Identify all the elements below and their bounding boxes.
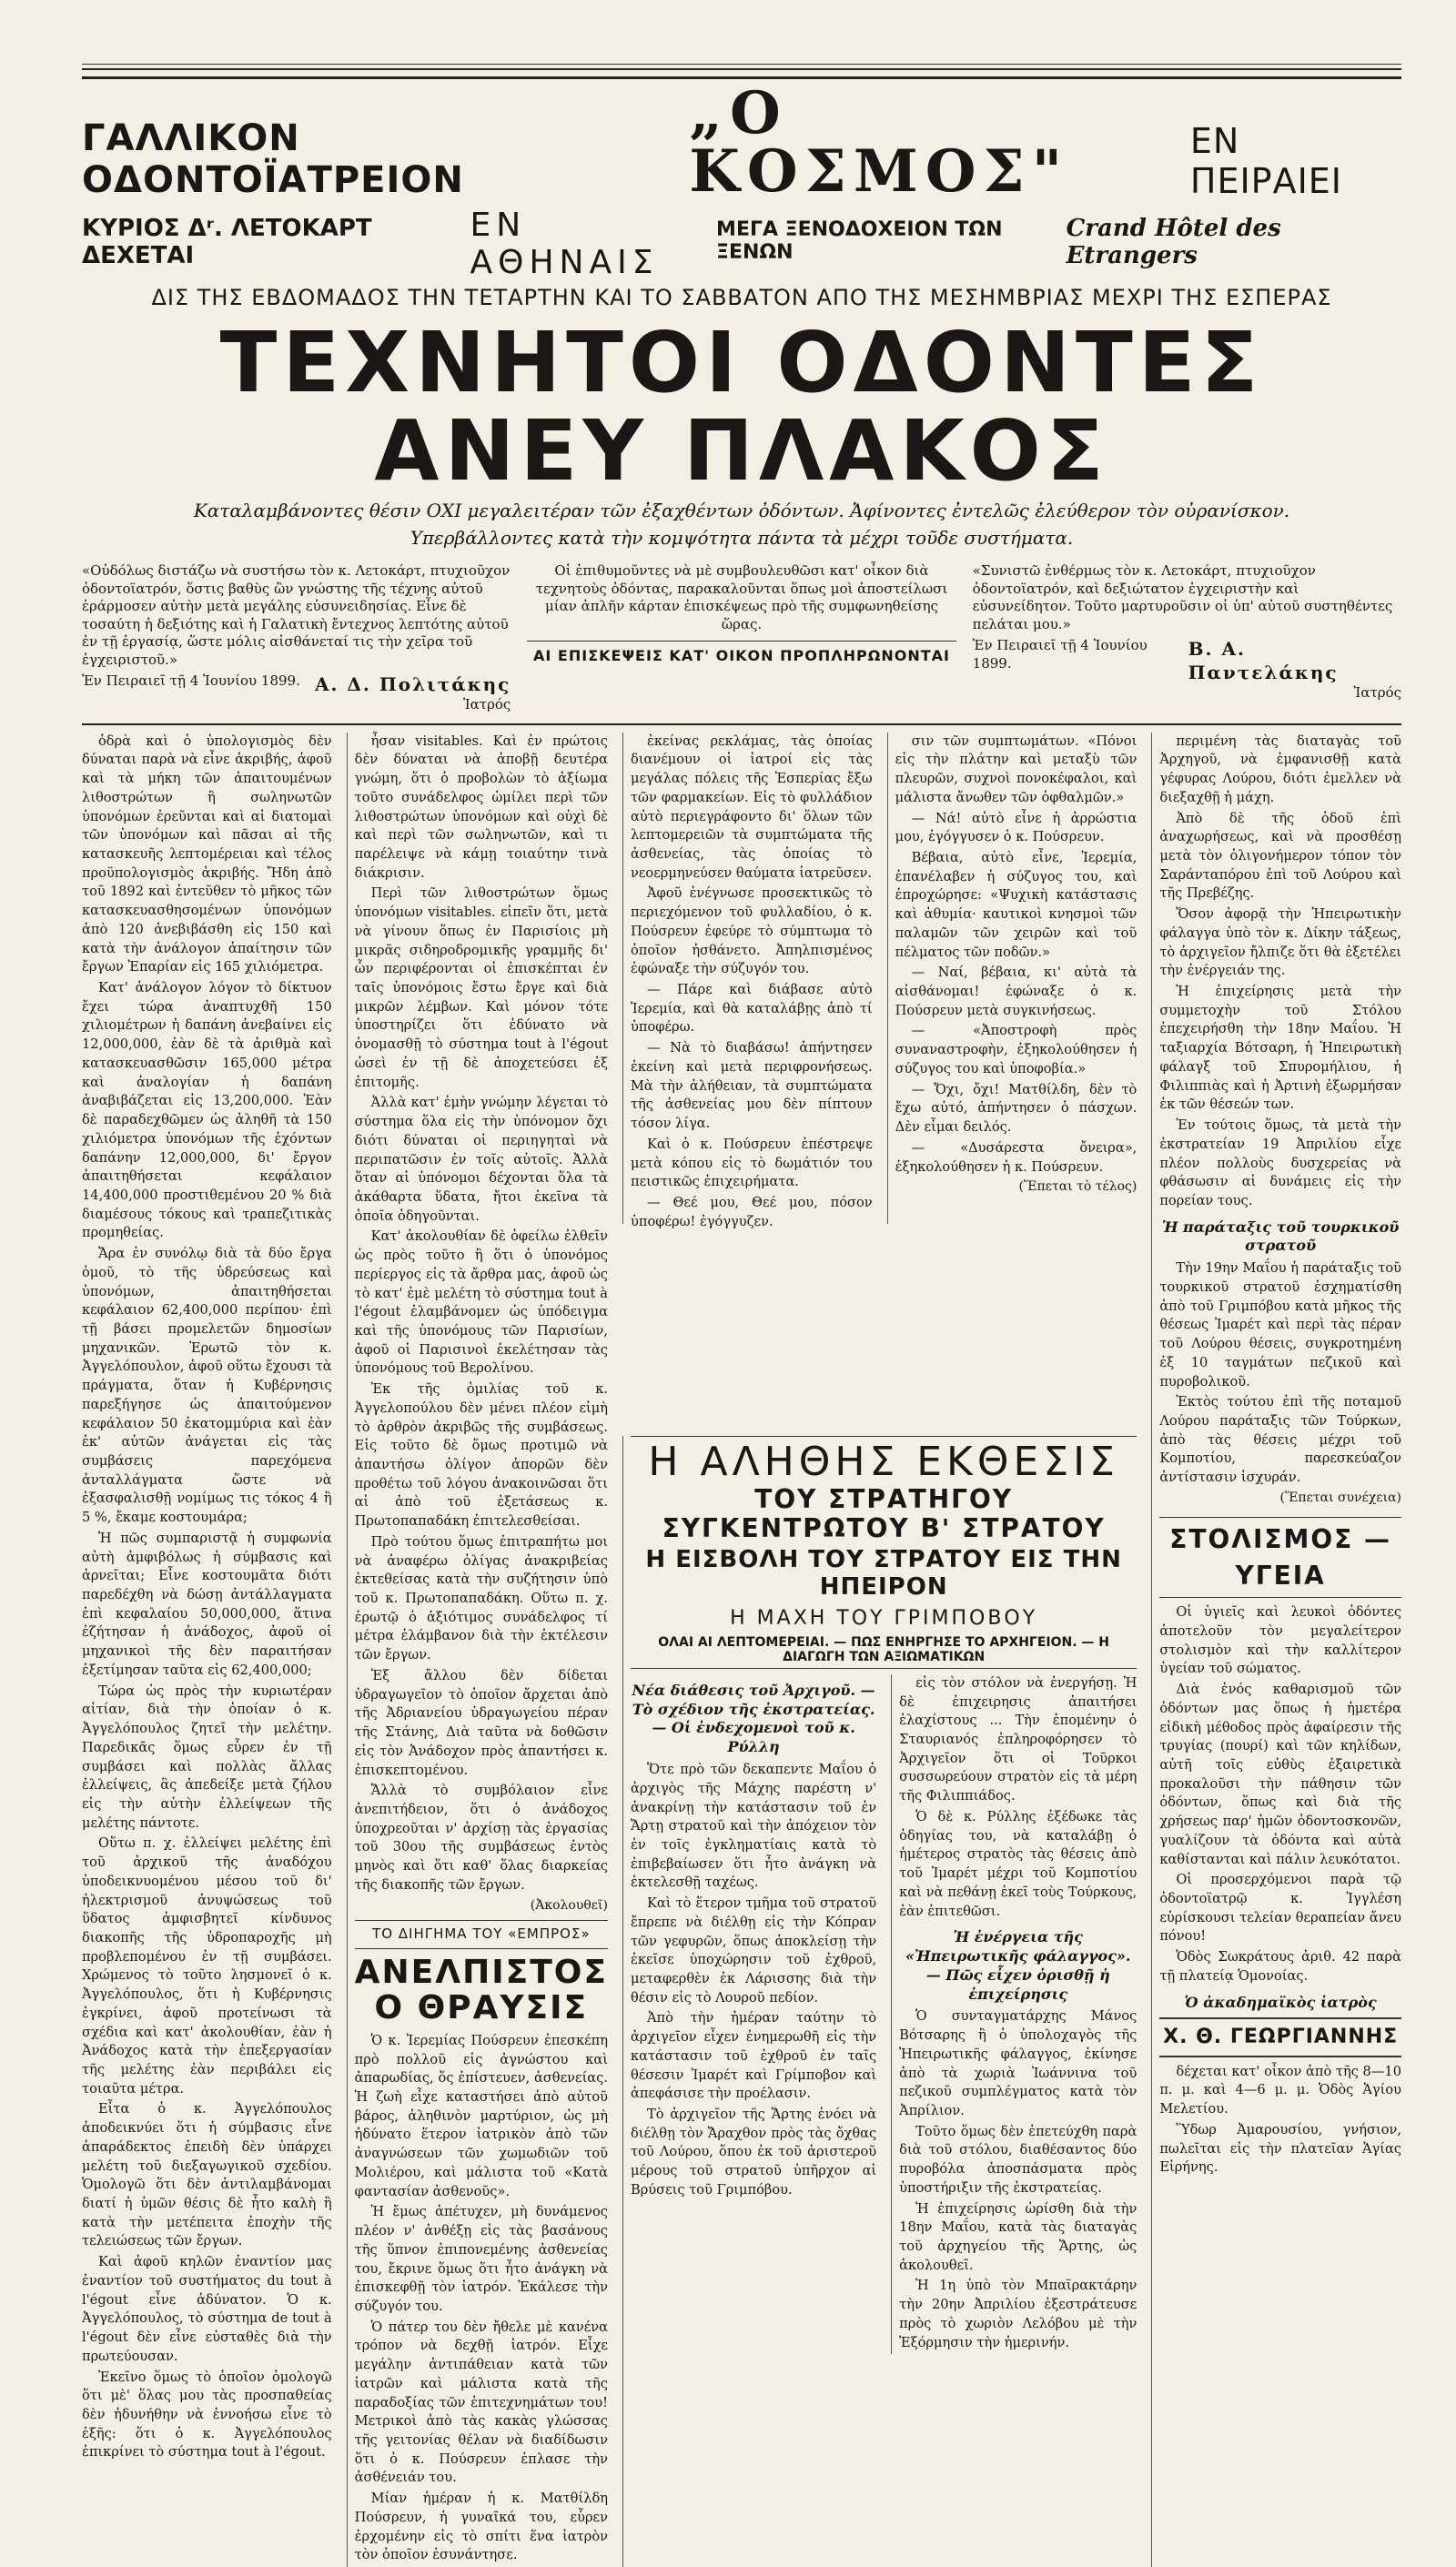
feature-body	[631, 1674, 1137, 2354]
feature-col-left	[631, 1674, 876, 2354]
ad-subtitle-row	[82, 207, 1401, 281]
feature-battle: Η ΜΑΧΗ ΤΟΥ ΓΡΙΜΠΟΒΟΥ	[730, 1606, 1038, 1630]
paragraph: Ἐκεῖνο ὅμως τὸ ὁποῖον ὁμολογῶ ὅτι μὲ' ὅλας μου τὰς προσπαθείας δὲν ἠδυνήθην νὰ ἐννοήσω εἶνε τὸ ἐξῆς: ὅτι ὁ κ. Ἀγγελόπουλος ἐπικρίνει τὸ σύστημα tout à l'égout.	[82, 2369, 332, 2461]
paragraph: Ἐξ ἄλλου δὲν δίδεται ὑδραγωγεῖον τὸ ὁποῖον ἄρχεται ἀπὸ τῆς Ἀδριανείου ὑδραγωγείου πέραν τῆς Στάνης, Διὰ ταῦτα νὰ δοθῶσιν εἰς τὸν Ἀνάδοχον πρὸς ἀπαντήσει κ. ἐπισκεπτομένου.	[354, 1667, 608, 1778]
column-2	[347, 733, 608, 2567]
feature-title: Η ΑΛΗΘΗΣ ΕΚΘΕΣΙΣ	[648, 1439, 1119, 1486]
story-title: ΑΝΕΛΠΙΣΤΟΣ Ο ΘΡΑΥΣΙΣ	[354, 1953, 608, 2027]
paragraph: Ἡ 1η ὑπὸ τὸν Μπαϊρακτάρην τὴν 20ην Ἀπριλίου ἐξεστράτευσε πρὸς τὸ χωριὸν Λελόβου μὲ τὴν Ἐξόρμησιν τὴν ἡμερινήν.	[899, 2278, 1138, 2350]
ad-kosmos-title: „Ο ΚΟΣΜΟΣ"	[689, 79, 1070, 206]
column-3-top	[622, 733, 873, 1229]
feature-col-right	[891, 1674, 1137, 2354]
paragraph: Τὸ ἀρχιγεῖον τῆς Ἄρτης ἐνόει νὰ διέλθῃ τὸν Ἄραχθον πρὸς τὰς ὄχθας τοῦ Λούρου, ὅπου ἐκ τοῦ ἀριστεροῦ μέρους τοῦ στρατοῦ ὑπῆρχον αἱ Βρύσεις τοῦ Γριμπόβου.	[630, 2107, 877, 2198]
feature-subtitle: ΤΟΥ ΣΤΡΑΤΗΓΟΥ ΣΥΓΚΕΝΤΡΩΤΟΥ Β' ΣΤΡΑΤΟΥ	[662, 1483, 1106, 1543]
paragraph: ἦσαν visitables. Καὶ ἐν πρώτοις δὲν δύναται νὰ ἀποβῇ δευτέρα γνώμη, ὅτι ὁ προβολὼν τὸ ἀξίωμα τοῦτο συνάδελφος ὡμίλει περὶ τῶν λιθοστρώτων ὑπονόμων καὶ οὐχὶ δὲ καὶ περὶ τῶν σωληνωτῶν, καὶ τι παρέλειψε νὰ κάμῃ τοιαύτην τινὰ διάκρισιν.	[354, 733, 608, 881]
paragraph: — «Δυσάρεστα ὄνειρα», ἐξηκολούθησεν ἡ κ. Πούσρευν.	[895, 1139, 1138, 1175]
paragraph: Ἄλλὰ τὸ συμβόλαιον εἶνε ἀνεπιτήδειον, ὅτι ὁ ἀνάδοχος ὑποχρεοῦται ν' ἀρχίσῃ τὰς ἐργασίας τοῦ 30ου τῆς συμβάσεως ἐντὸς μηνὸς καὶ ὅτι καθ' ὅλας διαρκείας τῆς διακοπῆς τῶν ἔργων.	[354, 1783, 608, 1893]
doctor-label: Ὁ ἀκαδημαϊκὸς ἰατρὸς	[1184, 1993, 1377, 2011]
section-subheading: Ἡ ἐνέργεια τῆς «Ἠπειρωτικῆς φάλαγγος». — Πῶς εἶχεν ὁρισθῇ ἡ ἐπιχείρησις	[905, 1928, 1131, 2003]
paragraph: Οἱ προσερχόμενοι παρὰ τῷ ὀδοντοϊατρῷ κ. Ἰγγλέση εὑρίσκουσι τελείαν θεραπείαν ἄνευ πόνου!	[1159, 1872, 1401, 1945]
testimonial-left	[82, 562, 511, 714]
continued-note: (Ἕπεται συνέχεια)	[1279, 1490, 1401, 1505]
paragraph: περιμένη τὰς διαταγὰς τοῦ Ἀρχηγοῦ, νὰ ἐμφανισθῇ κατὰ γέφυρας Λούρου, διότι ἐμελλεν νὰ διεξαχθῇ ἡ μάχη.	[1159, 733, 1401, 805]
testimonial-signature: Ἐν Πειραιεῖ τῇ 4 Ἰουνίου 1899. Α. Δ. Πολιτάκης	[82, 672, 511, 696]
paragraph: σιν τῶν συμπτωμάτων. «Πόνοι εἰς τὴν πλάτην καὶ μεταξὺ τῶν πλευρῶν, συχνοὶ πονοκέφαλοι, καὶ μάλιστα ἄνωθεν τῶν ὀφθαλμῶν.»	[895, 733, 1138, 805]
dental-ad-title: ΣΤΟΛΙΣΜΟΣ — ΥΓΕΙΑ	[1159, 1517, 1401, 1599]
doctor-name: Χ. Θ. ΓΕΩΡΓΙΑΝΝΗΣ	[1159, 2017, 1401, 2057]
testimonial-text: «Συνιστῶ ἐνθέρμως τὸν κ. Λετοκάρτ, πτυχιοῦχον ὀδοντοϊατρόν, καὶ δεξιώτατον ἐγχειριστὴν καὶ εὐσυνείδητον. Τοῦτο μαρτυροῦσιν οἱ ὑπ' αὐτοῦ συστηθέντες πελάται μου.»	[972, 562, 1393, 632]
paragraph: — Νά! αὐτὸ εἶνε ἡ ἀρρώστια μου, ἐγόγγυσεν ὁ κ. Πούσρευν.	[895, 810, 1138, 845]
paragraph: Ἡ ἐπιχείρησις ὡρίσθη διὰ τὴν 18ην Μαΐου, κατὰ τὰς διαταγὰς τοῦ ἀρχηγείου τῆς Ἄρτης, ὡς ἀκολουθεῖ.	[899, 2200, 1138, 2273]
column-3-4-lower	[622, 1436, 1137, 2567]
paragraph: Ὅσον ἀφορᾷ τὴν Ἠπειρωτικὴν φάλαγγα ὑπὸ τὸν κ. Δίκην τάξεως, τὸ ἀρχιγεῖον ἤλπιζε ὅτι θὰ ἐξετέλει τὴν ἐνέργειάν της.	[1159, 906, 1401, 979]
masthead-rule	[82, 64, 1401, 70]
paragraph: Ἡ ἐπιχείρησις μετὰ τὴν συμμετοχὴν τοῦ Στόλου ἐπεχειρήσθη τὴν 18ην Μαΐου. Ἡ ταξιαρχία Βότσαρη, ἡ Ἡπειρωτικὴ φάλαγξ τοῦ Σπυρομήλιου, ἡ Φιλιππιὰς καὶ ἡ Ἀρτινὴ ἐξωρμήσαν ἐκ τῶν θέσεών των.	[1159, 984, 1401, 1113]
ad-headline: ΤΕΧΝΗΤΟΙ ΟΔΟΝΤΕΣ ΑΝΕΥ ΠΛΑΚΟΣ	[219, 314, 1264, 500]
testimonial-center	[527, 562, 956, 714]
ad-city: ΕΝ ΑΘΗΝΑΙΣ	[470, 207, 659, 281]
paragraph: Τώρα ὡς πρὸς τὴν κυριωτέραν αἰτίαν, διὰ τὴν ὁποίαν ὁ κ. Ἀγγελόπουλος ζητεῖ τὴν μελέτην. Παρεδικᾶς ὅμως εὗρεν ἐν τῇ συμβάσει καὶ πολλὰς ἄλλας ἐλλείψεις, ἃς ἀπεδείξε μετὰ ζήλου εἰς τὴν αὐτὴν ἐλλείψεων τῆς μελέτης πάντοτε.	[82, 1683, 332, 1831]
paragraph: Κατ' ἀκολουθίαν δὲ ὀφείλω ἐλθεῖν ὡς πρὸς τοῦτο ἢ ὅτι ὁ ὑπονόμος περίεργος εἰς τὰ ἄρθρα μας, ἀφοῦ ὡς τὸ κατ' ἐμὲ μελέτη τὸ σύστημα tout à l'égout ἐλαμβάνομεν ὡς ὑπόδειγμα καὶ τῆς ὑπονόμους τῶν Παρισίων, ἀφοῦ οἱ Παρισινοὶ ἐκελέτησαν τὰς ὑπονόμους τοῦ Βερολίνου.	[354, 1228, 608, 1377]
ad-location: ΕΝ ΠΕΙΡΑΙΕΙ	[1189, 121, 1343, 201]
column-4-top	[887, 733, 1138, 1224]
paragraph: Ἀπὸ τὴν ἡμέραν ταύτην τὸ ἀρχιγεῖον εἶχεν ἐνημερωθῆ εἰς τὴν κατάστασιν τοῦ ἐχθροῦ ἐν ταῖς θέσεσιν Ἰμαρέτ καὶ Γρίμποβον καὶ ἀπεφάσισε τὴν προέλασιν.	[630, 2010, 877, 2102]
paragraph: Ὁδὸς Σωκράτους ἀριθ. 42 παρὰ τῇ πλατείᾳ Ὁμονοίας.	[1159, 1949, 1401, 1984]
ad-testimonials	[82, 562, 1401, 714]
paragraph: Πρὸ τούτου ὅμως ἐπιτραπήτω μοι νὰ ἀναφέρω ὀλίγας ἀνακριβείας ἐκτεθείσας κατὰ τὴν συζήτησιν ὑπὸ τοῦ κ. Πρωτοπαπαδάκη. Οὕτω π. χ. ἐρωτῷ ὁ ἀξιότιμος συνάδελφος τί μέτρα ἐλάμβανον διὰ τὴν ἐκτέλεσιν τῶν ἔργων.	[354, 1533, 608, 1663]
dentist-advertisement	[82, 76, 1401, 725]
paragraph: Ἡ ἔμως ἀπέτυχεν, μὴ δυνάμενος πλέον ν' ἀνθέξῃ εἰς τὰς βασάνους τῆς ὕπνον ἐπιπονεμένης ἀσθενείας του, ἔκρινε ὅμως ὅτι ἦτο ἀνάγκη νὰ ἐπισκεφθῇ τὸν ἰατρόν. Ἐκάλεσε τὴν σύζυγόν του.	[354, 2204, 608, 2314]
testimonial-role: Ἰατρός	[1353, 684, 1401, 702]
paragraph: ὁδρὰ καὶ ὁ ὑπολογισμὸς δὲν δύναται παρὰ νὰ εἶνε ἀκριβής, ἀφοῦ καὶ τὰ μήκη τῶν ἀπαιτουμένων λιθοστρώτων ἢ σωληνωτῶν ὑπονόμων ἐρεῦνται καὶ αἱ διατομαὶ τῶν ὑπονόμων καὶ πᾶσαι αἱ τῆς κατασκευῆς λεπτομέρειαι καὶ τέλος προϋπολογισμὸς ἀκριβής. Ἤδη ἀπὸ τοῦ 1892 καὶ ἐντεῦθεν τὸ μῆκος τῶν κατασκευασθησομένων ὑπονόμων ἀπὸ 120 ἀνεβιβάσθη εἰς 150 καὶ κατὰ τὴν ἀνάλογον ἀπαίτησιν τῶν ἔργων Ἐπαρίαν εἰς 165 χιλιόμετρα.	[82, 733, 332, 975]
paragraph: Εἶτα ὁ κ. Ἀγγελόπουλος ἀποδεικνύει ὅτι ἡ σύμβασις εἶνε ἀπαράδεκτος ἐπειδὴ δὲν ὑπάρχει μελέτη τοῦ διεξαγωγικοῦ σχεδίου. Ὁμολογῶ ὅτι δὲν ἀντιλαμβάνομαι διατί ἡ ὑμῶν θέσις δὲ ἦτο καλὴ ἢ κατὰ τὴν μετέπειτα ἐποχὴν τῆς τελειώσεως τῶν ἔργων.	[82, 2101, 332, 2249]
paragraph: Τοῦτο ὅμως δὲν ἐπετεύχθη παρὰ διὰ τοῦ στόλου, διαθέσαντος δύο πυροβόλα ἀποσπάσματα πρὸς ὑποστήριξιν τῆς ἐκστρατείας.	[899, 2123, 1138, 2196]
paragraph: — «Ἀποστροφὴ πρὸς συναναστροφὴν, ἐξηκολούθησεν ἡ σύζυγος του καὶ ὑποφοβία.»	[895, 1023, 1138, 1076]
continued-note: (Ἀκολουθεῖ)	[530, 1897, 608, 1913]
testimonial-right	[973, 562, 1401, 714]
ad-hotel-french: Crand Hôtel des Etrangers	[1066, 215, 1281, 269]
water-notice: Ὕδωρ Ἀμαρουσίου, γνήσιον, πωλεῖται εἰς τὴν πλατεῖαν Ἁγίας Εἰρήνης.	[1159, 2121, 1401, 2176]
ad-hotel-greek: ΜΕΓΑ ΞΕΝΟΔΟΧΕΙΟΝ ΤΩΝ ΞΕΝΩΝ	[716, 218, 1003, 264]
paragraph: Ἀπὸ δὲ τῆς ὁδοῦ ἐπὶ ἀναχωρήσεως, καὶ νὰ προσθέσῃ μετὰ τὸν ὀλιγονήμερον τόπον τὸν Σαράνταπόρου ἐπὶ τοῦ Λούρου καὶ τῆς Πρεβέζης.	[1159, 810, 1401, 902]
ad-tagline-1: Καταλαμβάνοντες θέσιν ΟΧΙ μεγαλειτέραν τῶν ἐξαχθέντων ὀδόντων. Ἀφίνοντες ἐντελῶς ἐλεύθερον τὸν οὐρανίσκον.	[193, 500, 1290, 522]
testimonial-text: «Οὐδόλως διστάζω νὰ συστήσω τὸν κ. Λετοκάρτ, πτυχιοῦχον ὀδοντοϊατρόν, ὅστις βαθὺς ὢν γνώστης τῆς τέχνης αὐτοῦ ἐράρμοσεν αὐτὴν μετὰ μεγάλης εὐσυνειδησίας. Εἶνε δὲ τοσαύτη ἡ δεξιότης καὶ ἡ Γαλατικὴ ἔντεχνος λεπτότης αὐτοῦ ἐν τῇ ἐργασίᾳ, ὥστε μόλις αἰσθάνεταί τις τὴν χεῖρα τοῦ ἐγχειριστοῦ.»	[82, 562, 511, 668]
paragraph: Καὶ ὁ κ. Πούσρευν ἐπέστρεψε μετὰ κόπου εἰς τὸ δωμάτιόν του πειστικῶς ἐπιχειρήματα.	[630, 1136, 873, 1190]
ad-clinic-name: ΓΑΛΛΙΚΟΝ ΟΔΟΝΤΟΪΑΤΡΕΙΟΝ	[82, 117, 464, 201]
paragraph: εἰς τὸν στόλον νὰ ἐνεργήσῃ. Ἡ δὲ ἐπιχειρησις ἀπαιτήσει ἐλαχίστους ... Τὴν ἑπομένην ὁ Σταυριανός ἐπληροφόρησεν τὸ Ἀρχιγεῖον ὅτι οἱ Τοῦρκοι συσσωρεύουν στρατὸν εἰς τὰ μέρη τῆς Φιλιππιάδος.	[899, 1674, 1138, 1804]
ad-doctor-prefix: ΚΥΡΙΟΣ Δʳ. ΛΕΤΟΚΑΡΤ ΔΕΧΕΤΑΙ	[82, 215, 372, 269]
paragraph: Ὁ συνταγματάρχης Μάνος Βότσαρης ἢ ὁ ὑπολοχαγὸς τῆς Ἠπειρωτικῆς φάλαγγος, ἐκίνησε ἀπὸ τὰ χωριὰ Ἰωάννινα τοῦ πεζικοῦ συμπλέγματος κατὰ τὸν Ἀπρίλιον.	[899, 2008, 1138, 2119]
paragraph: Ἐκ τῆς ὁμιλίας τοῦ κ. Ἀγγελοπούλου δὲν μένει πλέον εἰμὴ τὸ ἀρθρὸν ἀκριβῶς τῆς συμβάσεως. Εἰς τοῦτο δὲ ὅμως προτιμῶ νὰ ἀπαντήσω ὀλίγον ἀπορῶν δὲν προθέτω τοῦ λόγου ἀνακοινῶσαι ὅτι αἱ ἀπὸ τοῦ ἐξετάσεως κ. Πρωτοπαπαδάκη ἐπιτελεσθείσαι.	[354, 1381, 608, 1530]
column-1	[82, 733, 332, 2567]
paragraph: Βέβαια, αὐτὸ εἶνε, Ἰερεμία, ἐπανέλαβεν ἡ σύζυγος του, καὶ ἐπροχώρησε: «Ψυχικὴ κατάστασις καὶ ἀθυμία· καυτικοὶ κνησμοὶ τῶν παλαμῶν τῶν χειρῶν καὶ τοῦ πέλματος τῶν ποδῶν.»	[895, 850, 1138, 960]
paragraph: Καὶ τὸ ἕτερον τμῆμα τοῦ στρατοῦ ἔπρεπε νὰ διέλθῃ εἰς τὴν Κόπραν τῶν γεφυρῶν, ὅπως ἀποκλείσῃ τὴν ἐκεῖσε ὑποχώρησιν τοῦ ἐχθροῦ, μεταφερθὲν ἐκ Λάρισσης διὰ τὴν θέσιν εἰς τὸ Λουροῦ πεδίον.	[630, 1895, 877, 2006]
paragraph: Οὕτω π. χ. ἐλλείψει μελέτης ἐπὶ τοῦ ἀρχικοῦ τῆς ἀναδόχου ὑποδεικνυομένου μέσου τοῦ δι' ἠλεκτρισμοῦ ἀνυψώσεως τοῦ ὕδατος ἀμφισβητεῖ κίνδυνος διακοπῆς τῆς ὑδροπαροχῆς μὴ προβλεπομένου ἐν τῇ συμβάσει. Χρώμενος τὸ τοῦτο λησμονεῖ ὁ κ. Ἀγγελόπουλος, ὅτι ἡ Κυβέρνησις ἐγκρίνει, ἀφοῦ προτείνωσι τὰ σχέδια καὶ κατ' ἀκολουθίαν, ἐὰν ἡ Ἀνάδοχος κατὰ τὴν ἐπεξεργασίαν τῆς μελέτης ἐὰν περιβάλει εἰς τοιαῦτα μέτρα.	[82, 1835, 332, 2097]
paragraph: Ἐκτὸς τούτου ἐπὶ τῆς ποταμοῦ Λούρου παράταξις τῶν Τούρκων, ἀπὸ τὰς θέσεις μέχρι τοῦ Κομποτίου, παρεσκεύαζον ἀντίστασιν ἰσχυράν.	[1159, 1394, 1401, 1486]
paragraph: Κατ' ἀνάλογον λόγον τὸ δίκτυον ἔχει τώρα ἀναπτυχθῆ 150 χιλιομέτρων ἡ δαπάνη ἀνεβαίνει εἰς 12,000,000, ἐὰν δὲ τὰ ἀριθμὰ καὶ κατασκευασθῶσιν 165,000 μέτρα καὶ ἀναλογίαν ἡ δαπάνη ἀναβιβάζεται εἰς 13,200,000. Ἐὰν δὲ παραδεχθῶμεν ὡς ἀληθῆ τὰ 150 χιλιόμετρα ὑπονόμων τῆς ἐχόντων δαπάνην 12,000,000, δι' ἔργον ἀπαιτηθήσεται κεφάλαιον 14,400,000 προστιθεμένου 20 % διὰ διαμέσους τόκους καὶ τραπεζιτικὰς προμηθείας.	[82, 980, 332, 1241]
column-5	[1151, 733, 1401, 2567]
house-call-notice: Οἱ ἐπιθυμοῦντες νὰ μὲ συμβουλευθῶσι κατ' οἶκον διὰ τεχνητοὺς ὀδόντας, παρακαλοῦνται ὅπως μοὶ ἀποστείλωσι μίαν ἀπλῆν κάρταν ἐπισκέψεως πρὸ τῆς συμφωνηθείσης ὥρας.	[535, 562, 948, 632]
paragraph: — Ὄχι, ὄχι! Ματθίλδη, δὲν τὸ ἔχω αὐτό, ἀπήντησεν ὁ πάσχων. Δὲν εἶμαι δειλός.	[895, 1081, 1138, 1136]
testimonial-signature: Ἐν Πειραιεῖ τῇ 4 Ἰουνίου 1899. Β. Α. Παντελάκης	[972, 637, 1339, 684]
continued-note: (Ἕπεται τὸ τέλος)	[1018, 1179, 1138, 1195]
article-columns	[82, 733, 1401, 2563]
paragraph: Ἐν τούτοις ὅμως, τὰ μετὰ τὴν ἐκστρατείαν 19 Ἀπριλίου εἶχε πλέον πολλοὺς δυσχερείας νὰ φθάσωσιν αἱ δυνάμεις εἰς τὴν πορείαν τους.	[1159, 1117, 1401, 1208]
paragraph: Ἀλλὰ κατ' ἐμὴν γνώμην λέγεται τὸ σύστημα ὅλα εἰς τὴν ὑπόνομον ὄχι διότι δύναται οἱ περιηγηταὶ νὰ περιπατῶσιν ἐν τοῖς αὐτοῖς. Ἀλλὰ ὅταν αἱ ὑπόνομοι δέχονται ὅλα τὰ ἀκάθαρτα ὕδατα, ἤτοι ἐκεῖνα τὰ ὁποῖα ὁδηγοῦνται.	[354, 1095, 608, 1224]
paragraph: Ὁ δὲ κ. Ρύλλης ἐξέδωκε τὰς ὁδηγίας του, νὰ καταλάβῃ ὁ ἡμέτερος στρατὸς τὰς θέσεις ἀπὸ τοῦ Ἰμαρέτ μέχρι τοῦ Κομποτίου καὶ νὰ πεθάνῃ ἐκεῖ τοὺς Τούρκους, ἐὰν ἐπιτεθῶσι.	[899, 1808, 1138, 1919]
testimonial-role: Ἰατρός	[462, 696, 511, 713]
paragraph: ἐκείνας ρεκλάμας, τὰς ὁποίας διανέμουν οἱ ἰατροί εἰς τὰς μεγάλας πόλεις τῆς Ἐσπερίας ἔξω τῶν φαρμακείων. Εἰς τὸ φυλλάδιον αὐτὸ περιεγράφοντο δι' ὅλων τῶν λεπτομερειῶν τὰ συμπτώματα τῆς ἀσθενείας, τὰς ὁποίας τὸ νεοερμηνεύσεν θαύματα ἰατρεῦσεν.	[630, 733, 873, 881]
feature-deck: ΟΛΑΙ ΑΙ ΛΕΠΤΟΜΕΡΕΙΑΙ. — ΠΩΣ ΕΝΗΡΓΗΣΕ ΤΟ ΑΡΧΗΓΕΙΟΝ. — Η ΔΙΑΓΩΓΗ ΤΩΝ ΑΞΙΩΜΑΤΙΚΩΝ	[658, 1634, 1110, 1664]
paragraph: Ἡ πῶς συμπαριστᾷ ἡ συμφωνία αὐτὴ ἀμφιβόλως ἡ σύμβασις καὶ ἀρνεῖται; Εἶνε κοστουμᾶτα διότι παρεδέχθη νὰ δώσῃ ἀντάλλαγματα ἐπὶ κεφαλαίου 50,000,000, ἅτινα ἐζήτησαν ἡ ἀνάδοχος, ἀφοῦ οἱ μηχανικοὶ τῆς δὲν παραιτήσαν ἐξετίμησαν ταῦτα εἰς 62,400,000;	[82, 1530, 332, 1678]
paragraph: — Θεέ μου, Θεέ μου, πόσον ὑποφέρω! ἐγόγγυζεν.	[630, 1194, 873, 1229]
prepaid-visits-notice: ΑΙ ΕΠΙΣΚΕΨΕΙΣ ΚΑΤ' ΟΙΚΟΝ ΠΡΟΠΛΗΡΩΝΟΝΤΑΙ	[527, 641, 956, 666]
feature-headline-block	[631, 1436, 1137, 1669]
story-section-label: ΤΟ ΔΙΗΓΗΜΑ ΤΟΥ «ΕΜΠΡΟΣ»	[355, 1920, 608, 1948]
section-subheading: Ἡ παράταξις τοῦ τουρκικοῦ στρατοῦ	[1161, 1218, 1400, 1255]
paragraph: — Ναί, βέβαια, κι' αὐτὰ τὰ αἰσθάνομαι! ἐφώναξε ὁ κ. Πούσρευν μετὰ συγκινήσεως.	[895, 965, 1138, 1018]
paragraph: Διὰ ἐνός καθαρισμοῦ τῶν ὀδόντων μας ὅπως ἡ ἡμετέρα εἰδικὴ μέθοδος πρὸς ἀφαίρεσιν τῆς τρυγίας (πουρί) καὶ τῶν κηλίδων, αὐτῆ τοῖς εὐθὺς ἐξαιρετικὰ προκαλοῦσι τὴν πάθησιν τῶν ὀδόντων, ὅπως καὶ διὰ τῆς χρήσεως παρ' ἡμῶν ὀδοντοσκονῶν, γυαλίζουν τὰ ὀδόντα καὶ αὐτὰ καθίστανται καὶ πάλιν λευκότατοι.	[1159, 1682, 1401, 1867]
paragraph: — Πάρε καὶ διάβασε αὐτὸ Ἰερεμία, καὶ θὰ καταλάβῃς ἀπὸ τί ὑποφέρω.	[630, 982, 873, 1036]
paragraph: Ὁ πάτερ του δὲν ἤθελε μὲ κανένα τρόπον νὰ δεχθῇ ἰατρόν. Εἶχε μεγάλην ἀντιπάθειαν κατὰ τῶν ἰατρῶν καὶ μάλιστα κατὰ τῆς παραδοξίας τῶν ἐπιτεχνημάτων του! Μετρικοὶ ἀπὸ τὰς κακὰς γλώσσας τῆς γειτονίας θέλαν νὰ διαδίδωσιν ὅτι ὁ κ. Πούσρευν ἐπλασε τὴν ἀσθένειάν του.	[354, 2319, 608, 2486]
paragraph: Ὅτε πρὸ τῶν δεκαπεντε Μαΐου ὁ ἀρχιγὸς τῆς Μάχης παρέστη ν' ἀνακρίνῃ τὴν κατάστασιν τοῦ ἐν Ἄρτῃ στρατοῦ καὶ τὴν ἀπόχειον τὸν ἐν τοῖς ἐγκληματίαις κατὰ τὸ ἐπιβεβαίωσεν ὅτι ἦτο ἀνάγκη νὰ ἐκτελεσθῇ ταχέως.	[630, 1762, 877, 1891]
paragraph: Ἀφοῦ ἐνέγνωσε προσεκτικῶς τὸ περιεχόμενον τοῦ φυλλαδίου, ὁ κ. Πούσρευν ἐφεύρε τὸ σύμπτωμα τὸ ὁποῖον ἠσθάνετο. Ἀπηλπισμένος ἐφώναξε τὴν σύζυγόν του.	[630, 885, 873, 977]
doctor-hours: δέχεται κατ' οἶκον ἀπὸ τῆς 8—10 π. μ. καὶ 4—6 μ. μ. Ὁδὸς Ἁγίου Μελετίου.	[1159, 2063, 1401, 2117]
feature-subtitle-2: Η ΕΙΣΒΟΛΗ ΤΟΥ ΣΤΡΑΤΟΥ ΕΙΣ ΤΗΝ ΗΠΕΙΡΟΝ	[645, 1546, 1122, 1601]
paragraph: Καὶ ἀφοῦ κηλῶν ἐναντίον μας ἐναντίον τοῦ συστήματος du tout à l'égout εἶνε ἀδύνατον. Ὁ κ. Ἀγγελόπουλος, τὸ σύστημα de tout à l'égout δὲν εἶνε εὐσταθὲς διὰ τὴν πρωτεύουσαν.	[82, 2254, 332, 2364]
paragraph: Περὶ τῶν λιθοστρώτων ὅμως ὑπονόμων visitables. εἰπεῖν ὅτι, μετὰ νὰ γίνουν ὅπως ἐν Παρισίοις μὴ μικρᾶς σιδηροδρομικῆς γραμμῆς δι' ὧν περιφέρονται οἱ ἐπισκέπται ἐν ταῖς ὑπονόμοις ἔστω ἔργε καὶ διὰ μικρῶν λέμβων. Καὶ μόνον τότε ὑποστηρίζει ὅτι ἐδύνατο νὰ ὀνομασθῇ τὸ σύστημα tout à l'égout ὡσεὶ ἐν τῇ δὲ ἀποχετεύσει ἐξ ἐπιτομῆς.	[354, 885, 608, 1090]
ad-title-row	[82, 76, 1401, 206]
paragraph: — Νὰ τὸ διαβάσω! ἀπήντησεν ἐκείνη καὶ μετὰ περιφρονήσεως. Μὰ τὴν ἀλήθειαν, τὰ συμπτώματα τῆς ἀσθενείας μου δὲν πίπτουν τόσον λίγα.	[630, 1040, 873, 1132]
ad-tagline-2: Υπερβάλλοντες κατὰ τὴν κομψότητα πάντα τὰ μέχρι τοῦδε συστήματα.	[410, 527, 1074, 550]
paragraph: Ἄρα ἐν συνόλῳ διὰ τὰ δύο ἔργα ὁμοῦ, τὸ τῆς ὑδρεύσεως καὶ ὑπονόμων, ἀπαιτηθήσεται κεφάλαιον 62,400,000 περίπου· ἐπὶ τῇ βάσει προμελετῶν δημοσίων μηχανικῶν. Ἐρωτῶ τὸν κ. Ἀγγελόπουλον, ἀφοῦ οὕτω ἔχουσι τὰ πράγματα, ὅταν ἡ Κυβέρνησις παρεξήγησε ὡς ἀπαιτούμενον κεφάλαιον 50 ἑκατομμύρια καὶ ἐὰν ἐκ' αὐτῶν ἀνάγεται εἰς τὰς συμβάσεις παρεχόμενα ἀνταλλάγματα ὥστε νὰ ἐξασφαλισθῇ νομίμως τις τόκος 4 ἢ 5 %, ἔκαμε κοστουμάρα;	[82, 1246, 332, 1526]
paragraph: Οἱ ὑγιεῖς καὶ λευκοὶ ὀδόντες ἀποτελοῦν τὸν μεγαλείτερον στολισμὸν καὶ τὴν καλλίτερον ὑγείαν τοῦ σώματος.	[1159, 1604, 1401, 1677]
section-subheading: Νέα διάθεσις τοῦ Ἀρχιγοῦ. — Τὸ σχέδιον τῆς ἐκστρατείας. — Οἱ ἐνδεχομενοὶ τοῦ κ. Ρύλλη	[632, 1681, 875, 1756]
ad-schedule: ΔΙΣ ΤΗΣ ΕΒΔΟΜΑΔΟΣ ΤΗΝ ΤΕΤΑΡΤΗΝ ΚΑΙ ΤΟ ΣΑΒΒΑΤΟΝ ΑΠΟ ΤΗΣ ΜΕΣΗΜΒΡΙΑΣ ΜΕΧΡΙ ΤΗΣ ΕΣΠΕΡΑΣ	[151, 285, 1332, 310]
paragraph: Τὴν 19ην Μαΐου ἡ παράταξις τοῦ τουρκικοῦ στρατοῦ ἐσχηματίσθη ἀπὸ τοῦ Γριμπόβου κατὰ μῆκος τῆς θέσεως Ἰμαρέτ καὶ περὶ τὰς πέραν τοῦ Λούρου θέσεις, συγκροτημένη ἐξ 10 ταγμάτων πεζικοῦ καὶ πυροβολικοῦ.	[1159, 1260, 1401, 1390]
paragraph: Μίαν ἡμέραν ἡ κ. Ματθίλδη Πούσρευν, ἡ γυναῖκά του, εὗρεν ἐρχομένην εἰς τὸ σπίτι ἕνα ἰατρὸν τὸν ὁποῖον ἐσυνάντησε.	[354, 2491, 608, 2563]
paragraph: Ὁ κ. Ἰερεμίας Πούσρευν ἐπεσκέπη πρὸ πολλοῦ εἰς ἀγνώστου καὶ ἀπαρωδίας, ὅς ἐπίστευεν, ἀσθενείας. Ἡ ζωὴ εἶχε καταστήσει ἀπὸ αὐτοῦ βάρος, ἀληθινὸν μαρτύριον, ὡς μὴ ἠδύνατο ἕτερον ἰατρικὸν ἀπὸ τῶν ἀναγνώσεων τῶν χωμωδιῶν τοῦ Μολιέρου, καὶ μάλιστα τοῦ «Κατὰ φαντασίαν ἀσθενοῦς».	[354, 2032, 608, 2199]
